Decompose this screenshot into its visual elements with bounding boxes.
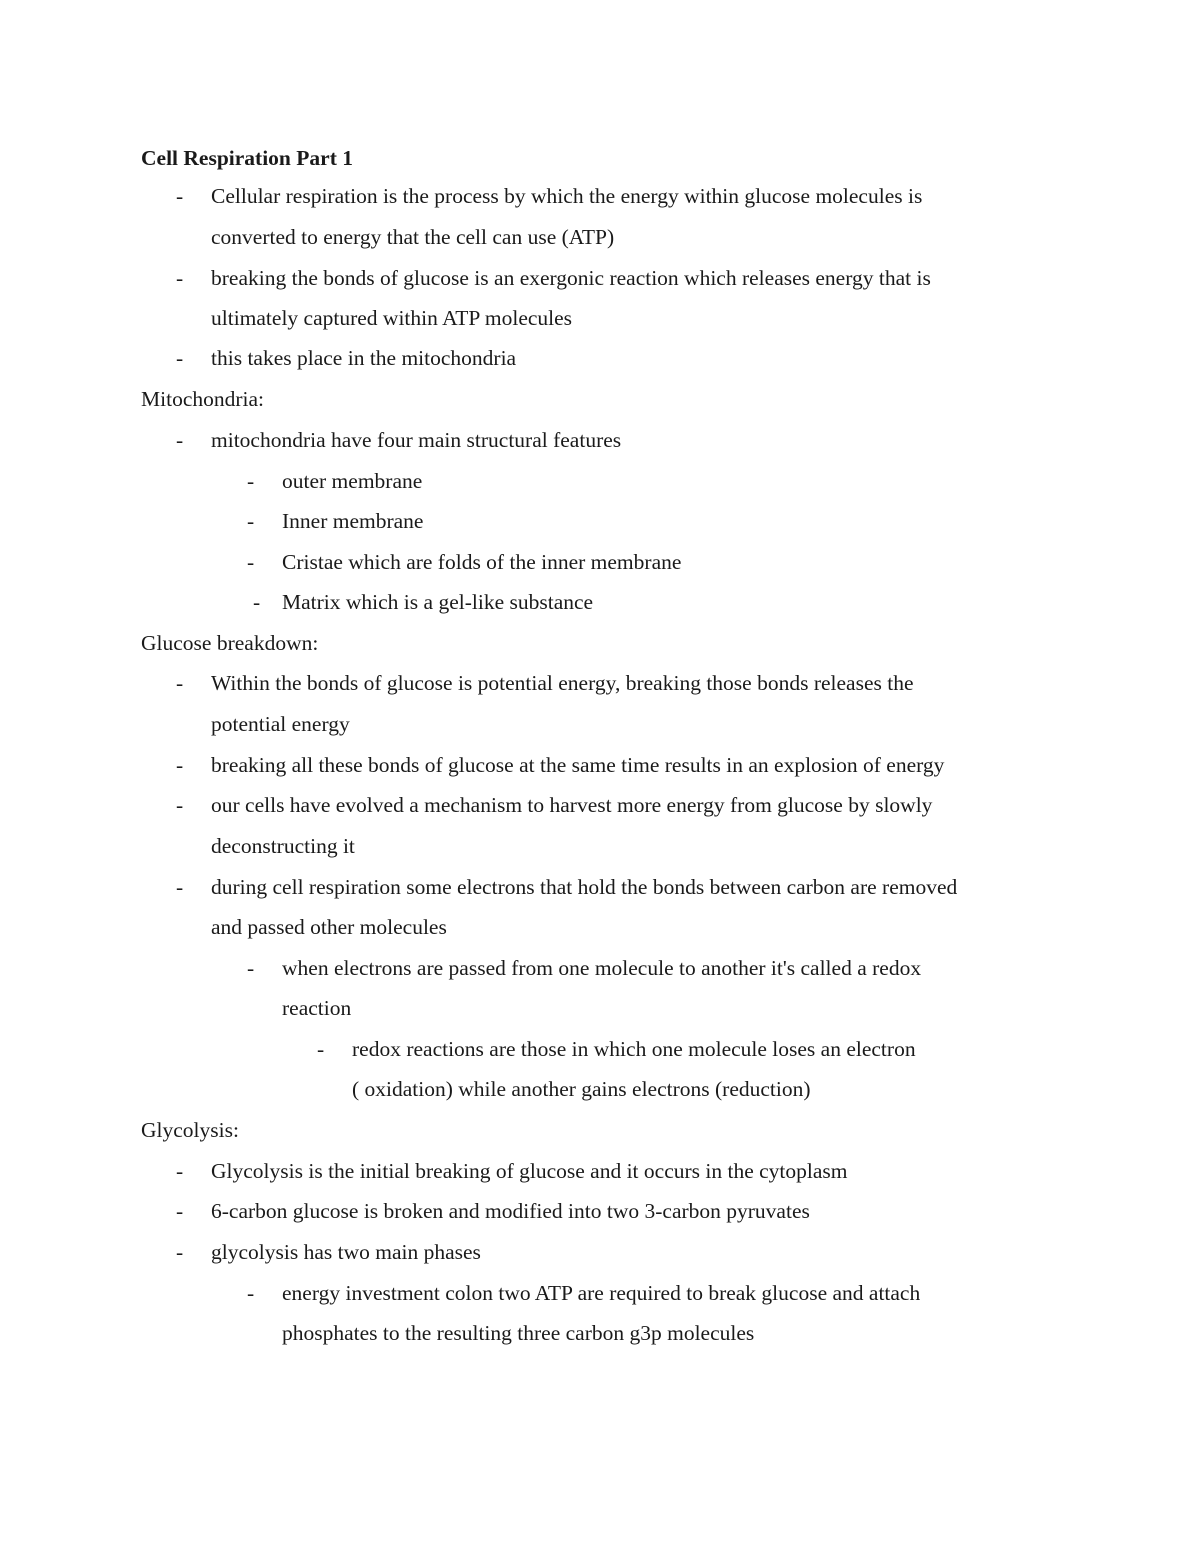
sub-list-item: when electrons are passed from one molecule to another it's called a redox	[282, 956, 922, 980]
list-item-continuation: converted to energy that the cell can use (ATP)	[211, 225, 615, 249]
list-item: our cells have evolved a mechanism to harvest more energy from glucose by slowly	[211, 793, 933, 817]
list-item-continuation: potential energy	[211, 712, 350, 736]
bullet-dash: -	[176, 1159, 184, 1183]
sub-list-item: Cristae which are folds of the inner membrane	[282, 550, 682, 574]
list-item-continuation: deconstructing it	[211, 834, 355, 858]
sub-sub-list-item: redox reactions are those in which one molecule loses an electron	[352, 1037, 916, 1061]
list-item: breaking the bonds of glucose is an exergonic reaction which releases energy that is	[211, 266, 931, 290]
section-heading-glucose-breakdown: Glucose breakdown:	[141, 631, 319, 655]
bullet-dash: -	[176, 266, 184, 290]
bullet-dash: -	[247, 469, 255, 493]
list-item: 6-carbon glucose is broken and modified into two 3-carbon pyruvates	[211, 1199, 810, 1223]
sub-list-item: outer membrane	[282, 469, 423, 493]
list-item-continuation: ultimately captured within ATP molecules	[211, 306, 573, 330]
bullet-dash: -	[176, 1199, 184, 1223]
list-item: glycolysis has two main phases	[211, 1240, 481, 1264]
bullet-dash: -	[176, 1240, 184, 1264]
bullet-dash: -	[247, 956, 255, 980]
sub-list-item: energy investment colon two ATP are required to break glucose and attach	[282, 1281, 921, 1305]
section-heading-glycolysis: Glycolysis:	[141, 1118, 239, 1142]
list-item: Glycolysis is the initial breaking of glucose and it occurs in the cytoplasm	[211, 1159, 848, 1183]
bullet-dash: -	[247, 1281, 255, 1305]
bullet-dash: -	[176, 346, 184, 370]
list-item: Cellular respiration is the process by which the energy within glucose molecules is	[211, 184, 923, 208]
list-item: mitochondria have four main structural features	[211, 428, 622, 452]
list-item: during cell respiration some electrons that hold the bonds between carbon are removed	[211, 875, 958, 899]
list-item: this takes place in the mitochondria	[211, 346, 517, 370]
sub-list-item-continuation: phosphates to the resulting three carbon g3p molecules	[282, 1321, 755, 1345]
bullet-dash: -	[176, 184, 184, 208]
bullet-dash: -	[247, 550, 255, 574]
list-item-continuation: and passed other molecules	[211, 915, 447, 939]
bullet-dash: -	[176, 671, 184, 695]
bullet-dash: -	[176, 875, 184, 899]
list-item: Within the bonds of glucose is potential energy, breaking those bonds releases the	[211, 671, 914, 695]
sub-sub-list-item-continuation: ( oxidation) while another gains electrons (reduction)	[352, 1077, 811, 1101]
bullet-dash: -	[176, 753, 184, 777]
bullet-dash: -	[317, 1037, 325, 1061]
page-title: Cell Respiration Part 1	[141, 146, 353, 170]
sub-list-item: Inner membrane	[282, 509, 424, 533]
sub-list-item: Matrix which is a gel-like substance	[282, 590, 594, 614]
list-item: breaking all these bonds of glucose at the same time results in an explosion of energy	[211, 753, 945, 777]
bullet-dash: -	[247, 509, 255, 533]
bullet-dash: -	[253, 590, 261, 614]
section-heading-mitochondria: Mitochondria:	[141, 387, 265, 411]
bullet-dash: -	[176, 793, 184, 817]
bullet-dash: -	[176, 428, 184, 452]
sub-list-item-continuation: reaction	[282, 996, 352, 1020]
